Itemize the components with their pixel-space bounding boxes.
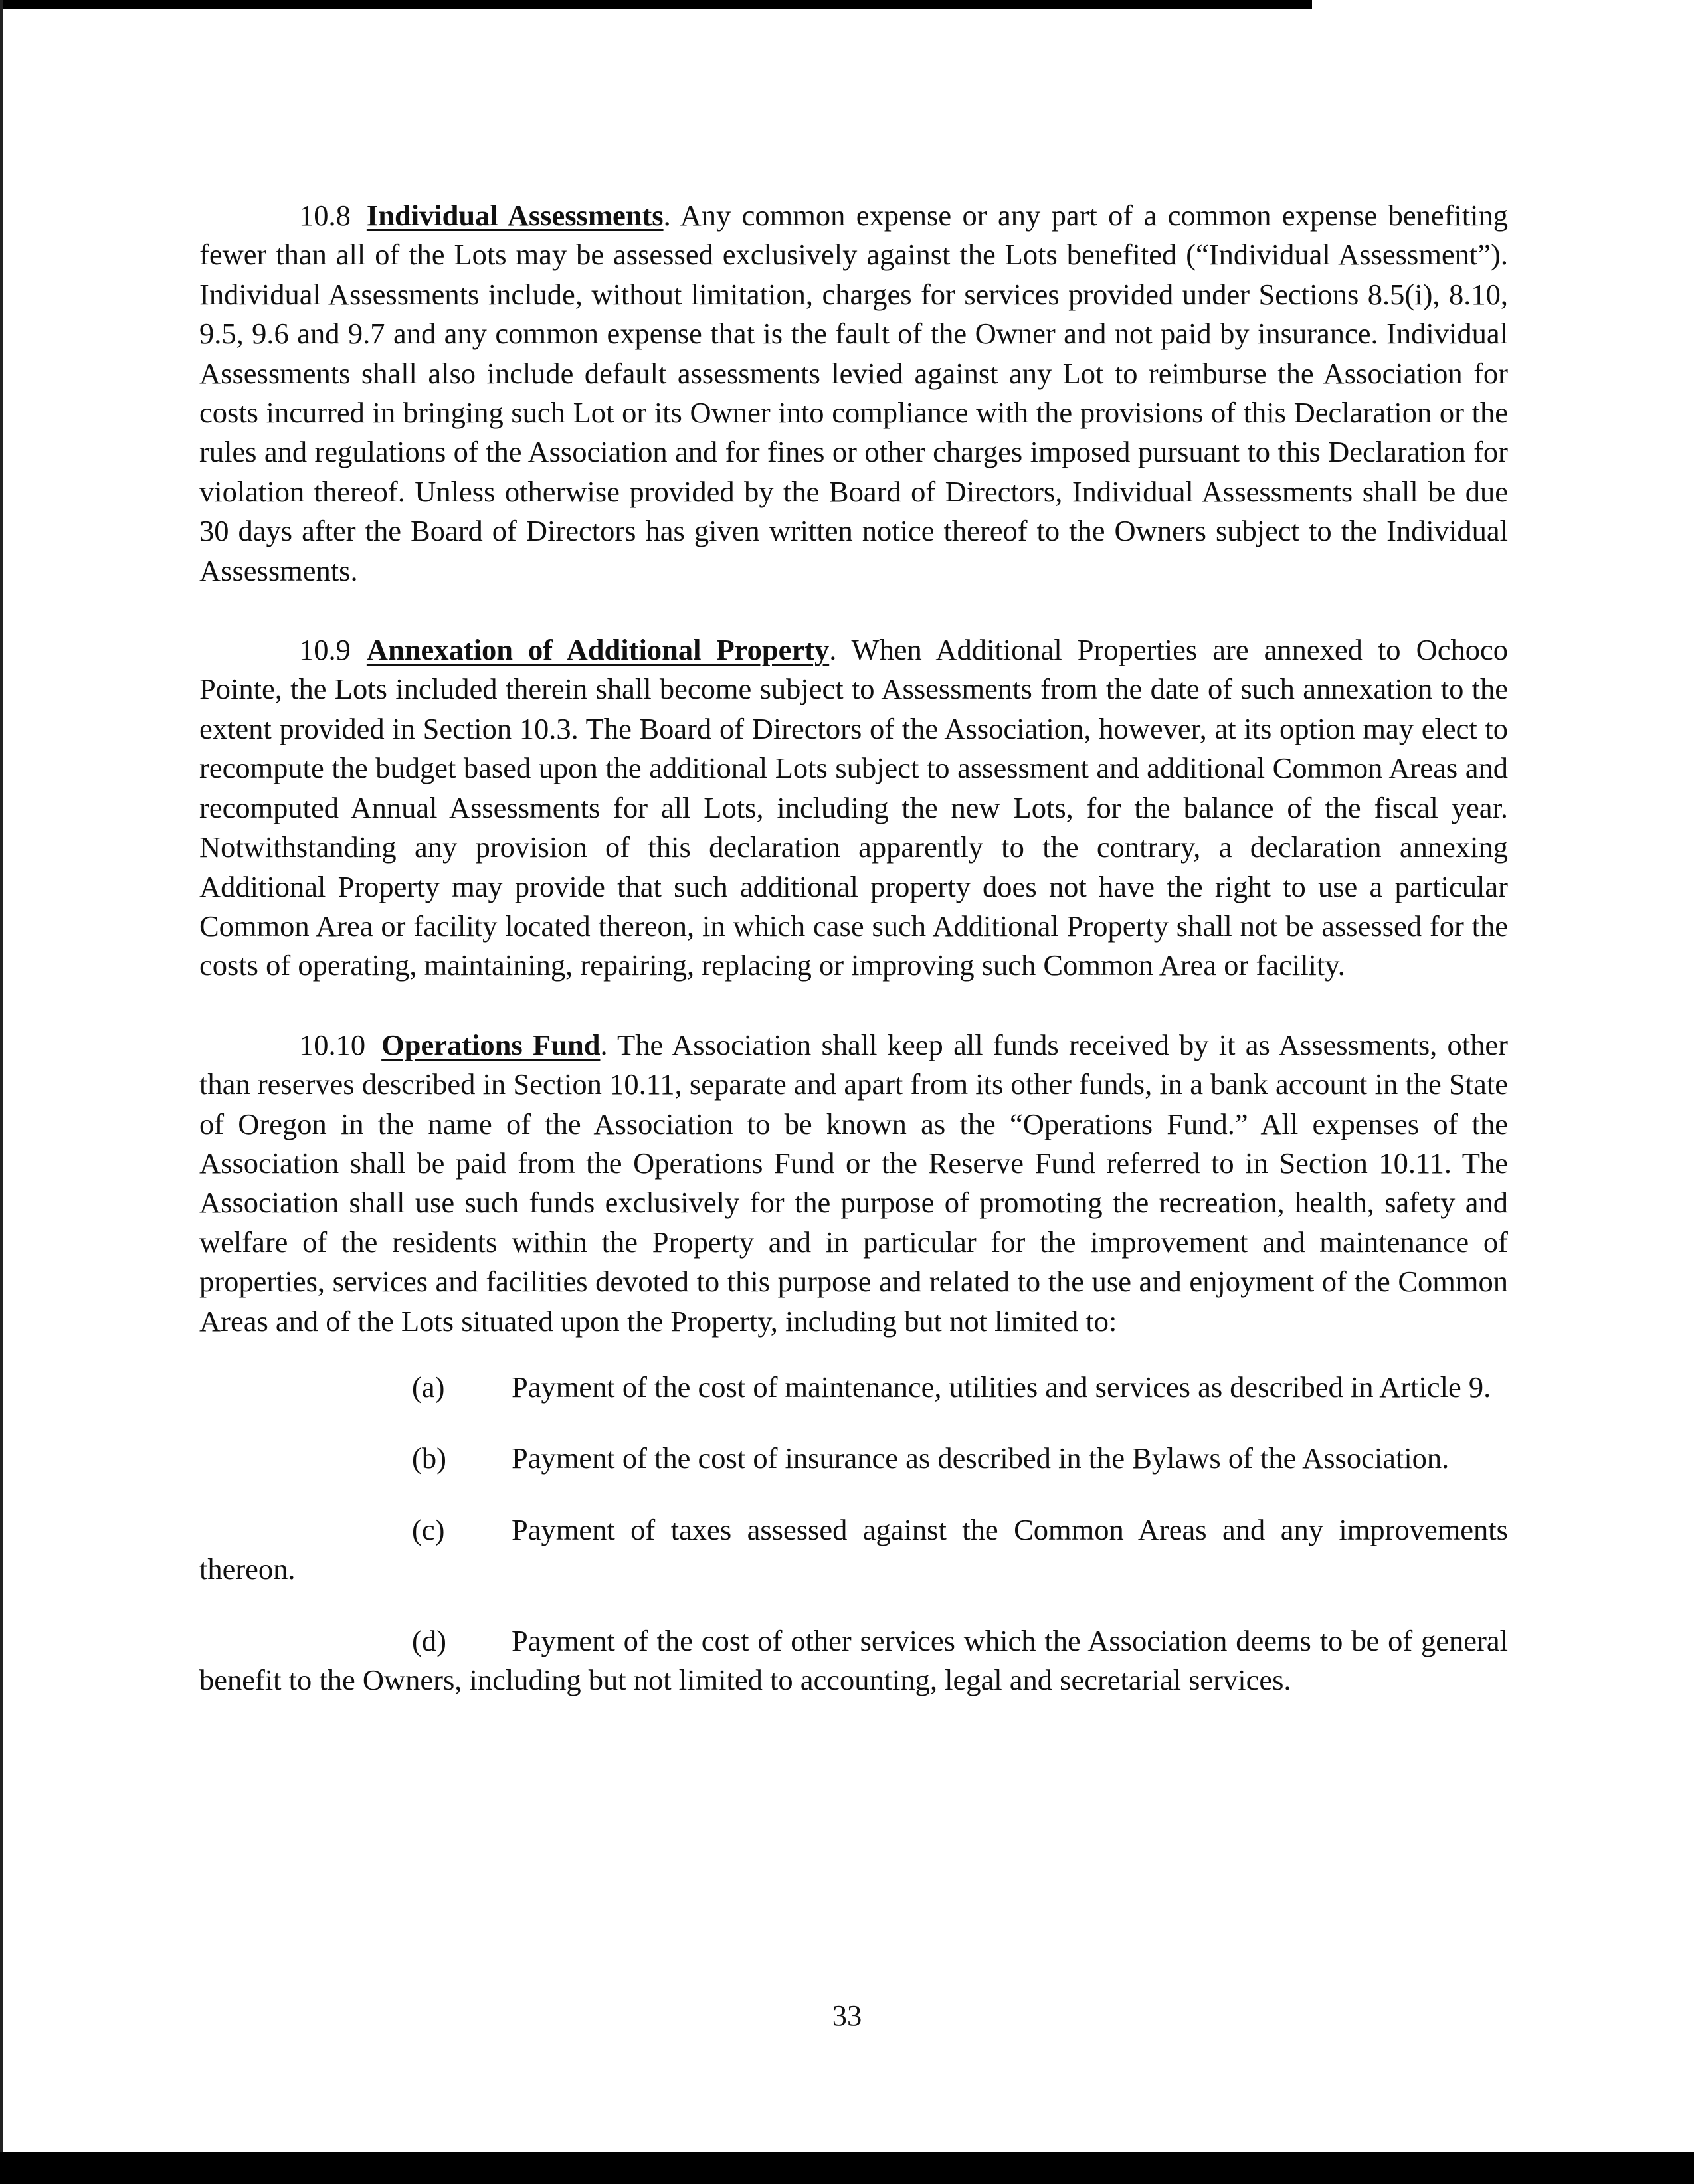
section-number: 10.9	[299, 633, 351, 667]
list-item-label: (b)	[412, 1441, 446, 1475]
list-item-text: Payment of the cost of other services which the Association deems to be of general benefit to the Owners, including but not limited to accounting, legal and secretarial services.	[199, 1623, 1508, 1696]
page-number: 33	[832, 1999, 862, 2032]
scan-border-bottom	[0, 2152, 1694, 2184]
section-number: 10.10	[299, 1028, 366, 1061]
section-heading: Annexation of Additional Property	[366, 633, 830, 667]
list-item-a	[199, 1368, 1508, 1407]
section-body: . The Association shall keep all funds received by it as Assessments, other than reserves described in Section 10.11, separate and apart from its other funds, in a bank account in the State of Oregon in the name of the Association to be known as the “Operations Fund.” All expenses of the Association shall be paid from the Operations Fund or the Reserve Fund referred to in Section 10.11. The Association shall use such funds exclusively for the purpose of promoting the recreation, health, safety and welfare of the residents within the Property and in particular for the improvement and maintenance of properties, services and facilities devoted to this purpose and related to the use and enjoyment of the Common Areas and of the Lots situated upon the Property, including but not limited to:	[199, 1028, 1508, 1338]
list-item-text: Payment of the cost of maintenance, utilities and services as described in Article 9.	[512, 1370, 1491, 1404]
section-10-9	[199, 630, 1508, 986]
section-10-8	[199, 196, 1508, 591]
list-item-label: (a)	[412, 1370, 445, 1404]
section-heading: Individual Assessments	[366, 199, 664, 232]
list-item-text: Payment of taxes assessed against the Common Areas and any improvements thereon.	[199, 1512, 1508, 1586]
section-body: . When Additional Properties are annexed to Ochoco Pointe, the Lots included therein shall become subject to Assessments from the date of such annexation to the extent provided in Section 10.3. The Board of Directors of the Association, however, at its option may elect to recompute the budget based upon the additional Lots subject to assessment and additional Common Areas and recomputed Annual Assessments for all Lots, including the new Lots, for the balance of the fiscal year. Notwithstanding any provision of this declaration apparently to the contrary, a declaration annexing Additional Property may provide that such additional property does not have the right to use a particular Common Area or facility located thereon, in which case such Additional Property shall not be assessed for the costs of operating, maintaining, repairing, replacing or improving such Common Area or facility.	[199, 633, 1508, 982]
document-page	[199, 196, 1508, 1732]
list-item-label: (c)	[412, 1512, 445, 1546]
list-item-c	[199, 1510, 1508, 1590]
list-item-b	[199, 1439, 1508, 1478]
section-10-10	[199, 1026, 1508, 1341]
section-heading: Operations Fund	[381, 1028, 601, 1061]
scan-border-left	[0, 0, 3, 2184]
list-item-label: (d)	[412, 1623, 446, 1657]
section-number: 10.8	[299, 199, 351, 232]
list-item-d	[199, 1621, 1508, 1700]
section-body: . Any common expense or any part of a common expense benefiting fewer than all of the Lots may be assessed exclusively against the Lots benefited (“Individual Assessment”). Individual Assessments include, without limitation, charges for services provided under Sections 8.5(i), 8.10, 9.5, 9.6 and 9.7 and any common expense that is the fault of the Owner and not paid by insurance. Individual Assessments shall also include default assessments levied against any Lot to reimburse the Association for costs incurred in bringing such Lot or its Owner into compliance with the provisions of this Declaration or the rules and regulations of the Association and for fines or other charges imposed pursuant to this Declaration for violation thereof. Unless otherwise provided by the Board of Directors, Individual Assessments shall be due 30 days after the Board of Directors has given written notice thereof to the Owners subject to the Individual Assessments.	[199, 199, 1508, 587]
list-item-text: Payment of the cost of insurance as described in the Bylaws of the Association.	[512, 1441, 1450, 1475]
scan-border-top	[0, 0, 1312, 9]
